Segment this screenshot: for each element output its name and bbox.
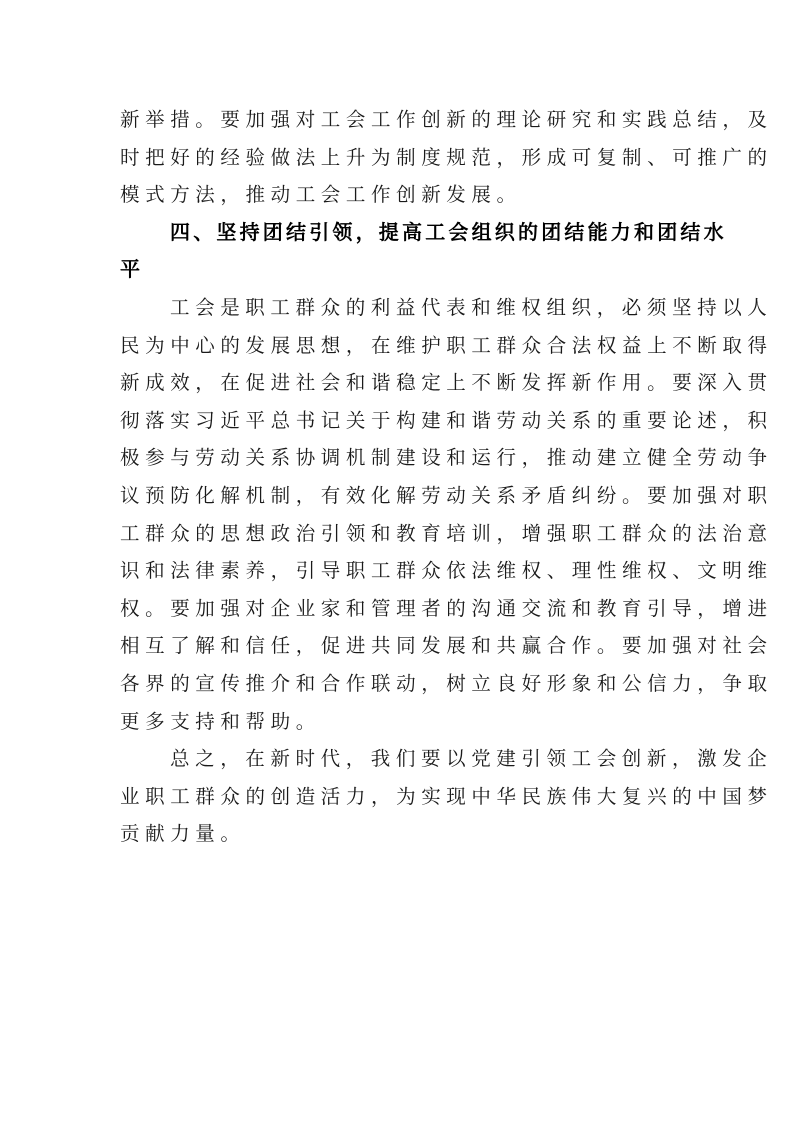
section-heading bbox=[120, 214, 727, 289]
document-page bbox=[120, 101, 773, 853]
text-line: 权。要加强对企业家和管理者的沟通交流和教育引导，增进 bbox=[120, 596, 773, 620]
text-line: 议预防化解机制，有效化解劳动关系矛盾纠纷。要加强对职 bbox=[120, 483, 773, 507]
text-line: 极参与劳动关系协调机制建设和运行，推动建立健全劳动争 bbox=[120, 446, 773, 470]
body-paragraph bbox=[120, 289, 773, 740]
text-line: 模式方法，推动工会工作创新发展。 bbox=[120, 183, 522, 207]
text-line: 时把好的经验做法上升为制度规范，形成可复制、可推广的 bbox=[120, 145, 773, 169]
text-line: 总之，在新时代，我们要以党建引领工会创新，激发企 bbox=[170, 747, 773, 771]
text-line: 工群众的思想政治引领和教育培训，增强职工群众的法治意 bbox=[120, 521, 773, 545]
text-line: 新成效，在促进社会和谐稳定上不断发挥新作用。要深入贯 bbox=[120, 371, 773, 395]
text-line: 更多支持和帮助。 bbox=[120, 709, 321, 733]
text-line: 相互了解和信任，促进共同发展和共赢合作。要加强对社会 bbox=[120, 634, 773, 658]
text-line: 业职工群众的创造活力，为实现中华民族伟大复兴的中国梦 bbox=[120, 784, 773, 808]
text-line: 民为中心的发展思想，在维护职工群众合法权益上不断取得 bbox=[120, 333, 773, 357]
paragraph-continuation bbox=[120, 101, 773, 214]
text-line: 工会是职工群众的利益代表和维权组织，必须坚持以人 bbox=[170, 295, 773, 319]
heading-line: 平 bbox=[120, 257, 144, 282]
text-line: 贡献力量。 bbox=[120, 822, 246, 846]
conclusion-paragraph bbox=[120, 740, 773, 853]
heading-line: 四、坚持团结引领，提高工会组织的团结能力和团结水 bbox=[170, 219, 727, 244]
text-line: 各界的宣传推介和合作联动，树立良好形象和公信力，争取 bbox=[120, 671, 773, 695]
text-line: 新举措。要加强对工会工作创新的理论研究和实践总结，及 bbox=[120, 108, 773, 131]
text-line: 彻落实习近平总书记关于构建和谐劳动关系的重要论述，积 bbox=[120, 408, 773, 432]
text-line: 识和法律素养，引导职工群众依法维权、理性维权、文明维 bbox=[120, 559, 773, 583]
